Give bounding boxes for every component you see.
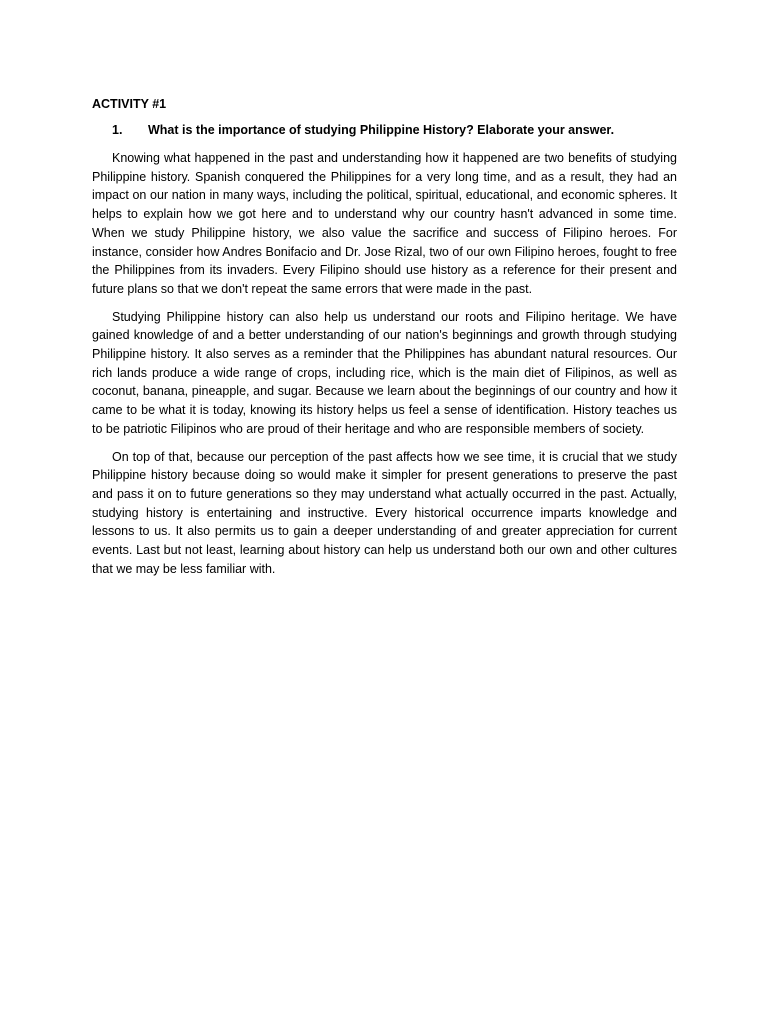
question-text: What is the importance of studying Philippine History? Elaborate your answer. bbox=[148, 123, 615, 137]
answer-paragraph-3: On top of that, because our perception of the past affects how we see time, it is crucial that we study Philippine history because doing so would make it simpler for present generations to preserve the past and pass it on to future generations so they may understand what actually occurred in the past. Actually, studying history is entertaining and instructive. Every historical occurrence imparts knowledge and lessons to us. It also permits us to gain a deeper understanding of and greater appreciation for current events. Last but not least, learning about history can help us understand both our own and other cultures that we may be less familiar with. bbox=[92, 449, 677, 576]
answer-paragraph-2: Studying Philippine history can also help us understand our roots and Filipino heritage. We have gained knowledge of and a better understanding of our nation's beginnings and growth through studying Philippine history. It also serves as a reminder that the Philippines has abundant natural resources. Our rich lands produce a wide range of crops, including rice, which is the main diet of Filipinos, as well as coconut, banana, pineapple, and sugar. Because we learn about the beginnings of our country and how it came to be what it is today, knowing its history helps us feel a sense of identification. History teaches us to be patriotic Filipinos who are proud of their heritage and who are responsible members of society. bbox=[92, 309, 677, 436]
activity-title: ACTIVITY #1 bbox=[92, 97, 167, 111]
question-item bbox=[92, 121, 677, 139]
document-body bbox=[92, 95, 677, 587]
question-number: 1. bbox=[112, 123, 123, 137]
answer-paragraph-1: Knowing what happened in the past and understanding how it happened are two benefits of studying Philippine history. Spanish conquered the Philippines for a very long time, and as a result, they had an impact on our nation in many ways, including the political, spiritual, educational, and economic spheres. It helps to explain how we got here and to understand why our country hasn't advanced in some time. When we study Philippine history, we also value the sacrifice and success of Filipino heroes. For instance, consider how Andres Bonifacio and Dr. Jose Rizal, two of our own Filipino heroes, fought to free the Philippines from its invaders. Every Filipino should use history as a reference for their present and future plans so that we don't repeat the same errors that were made in the past. bbox=[92, 151, 677, 296]
